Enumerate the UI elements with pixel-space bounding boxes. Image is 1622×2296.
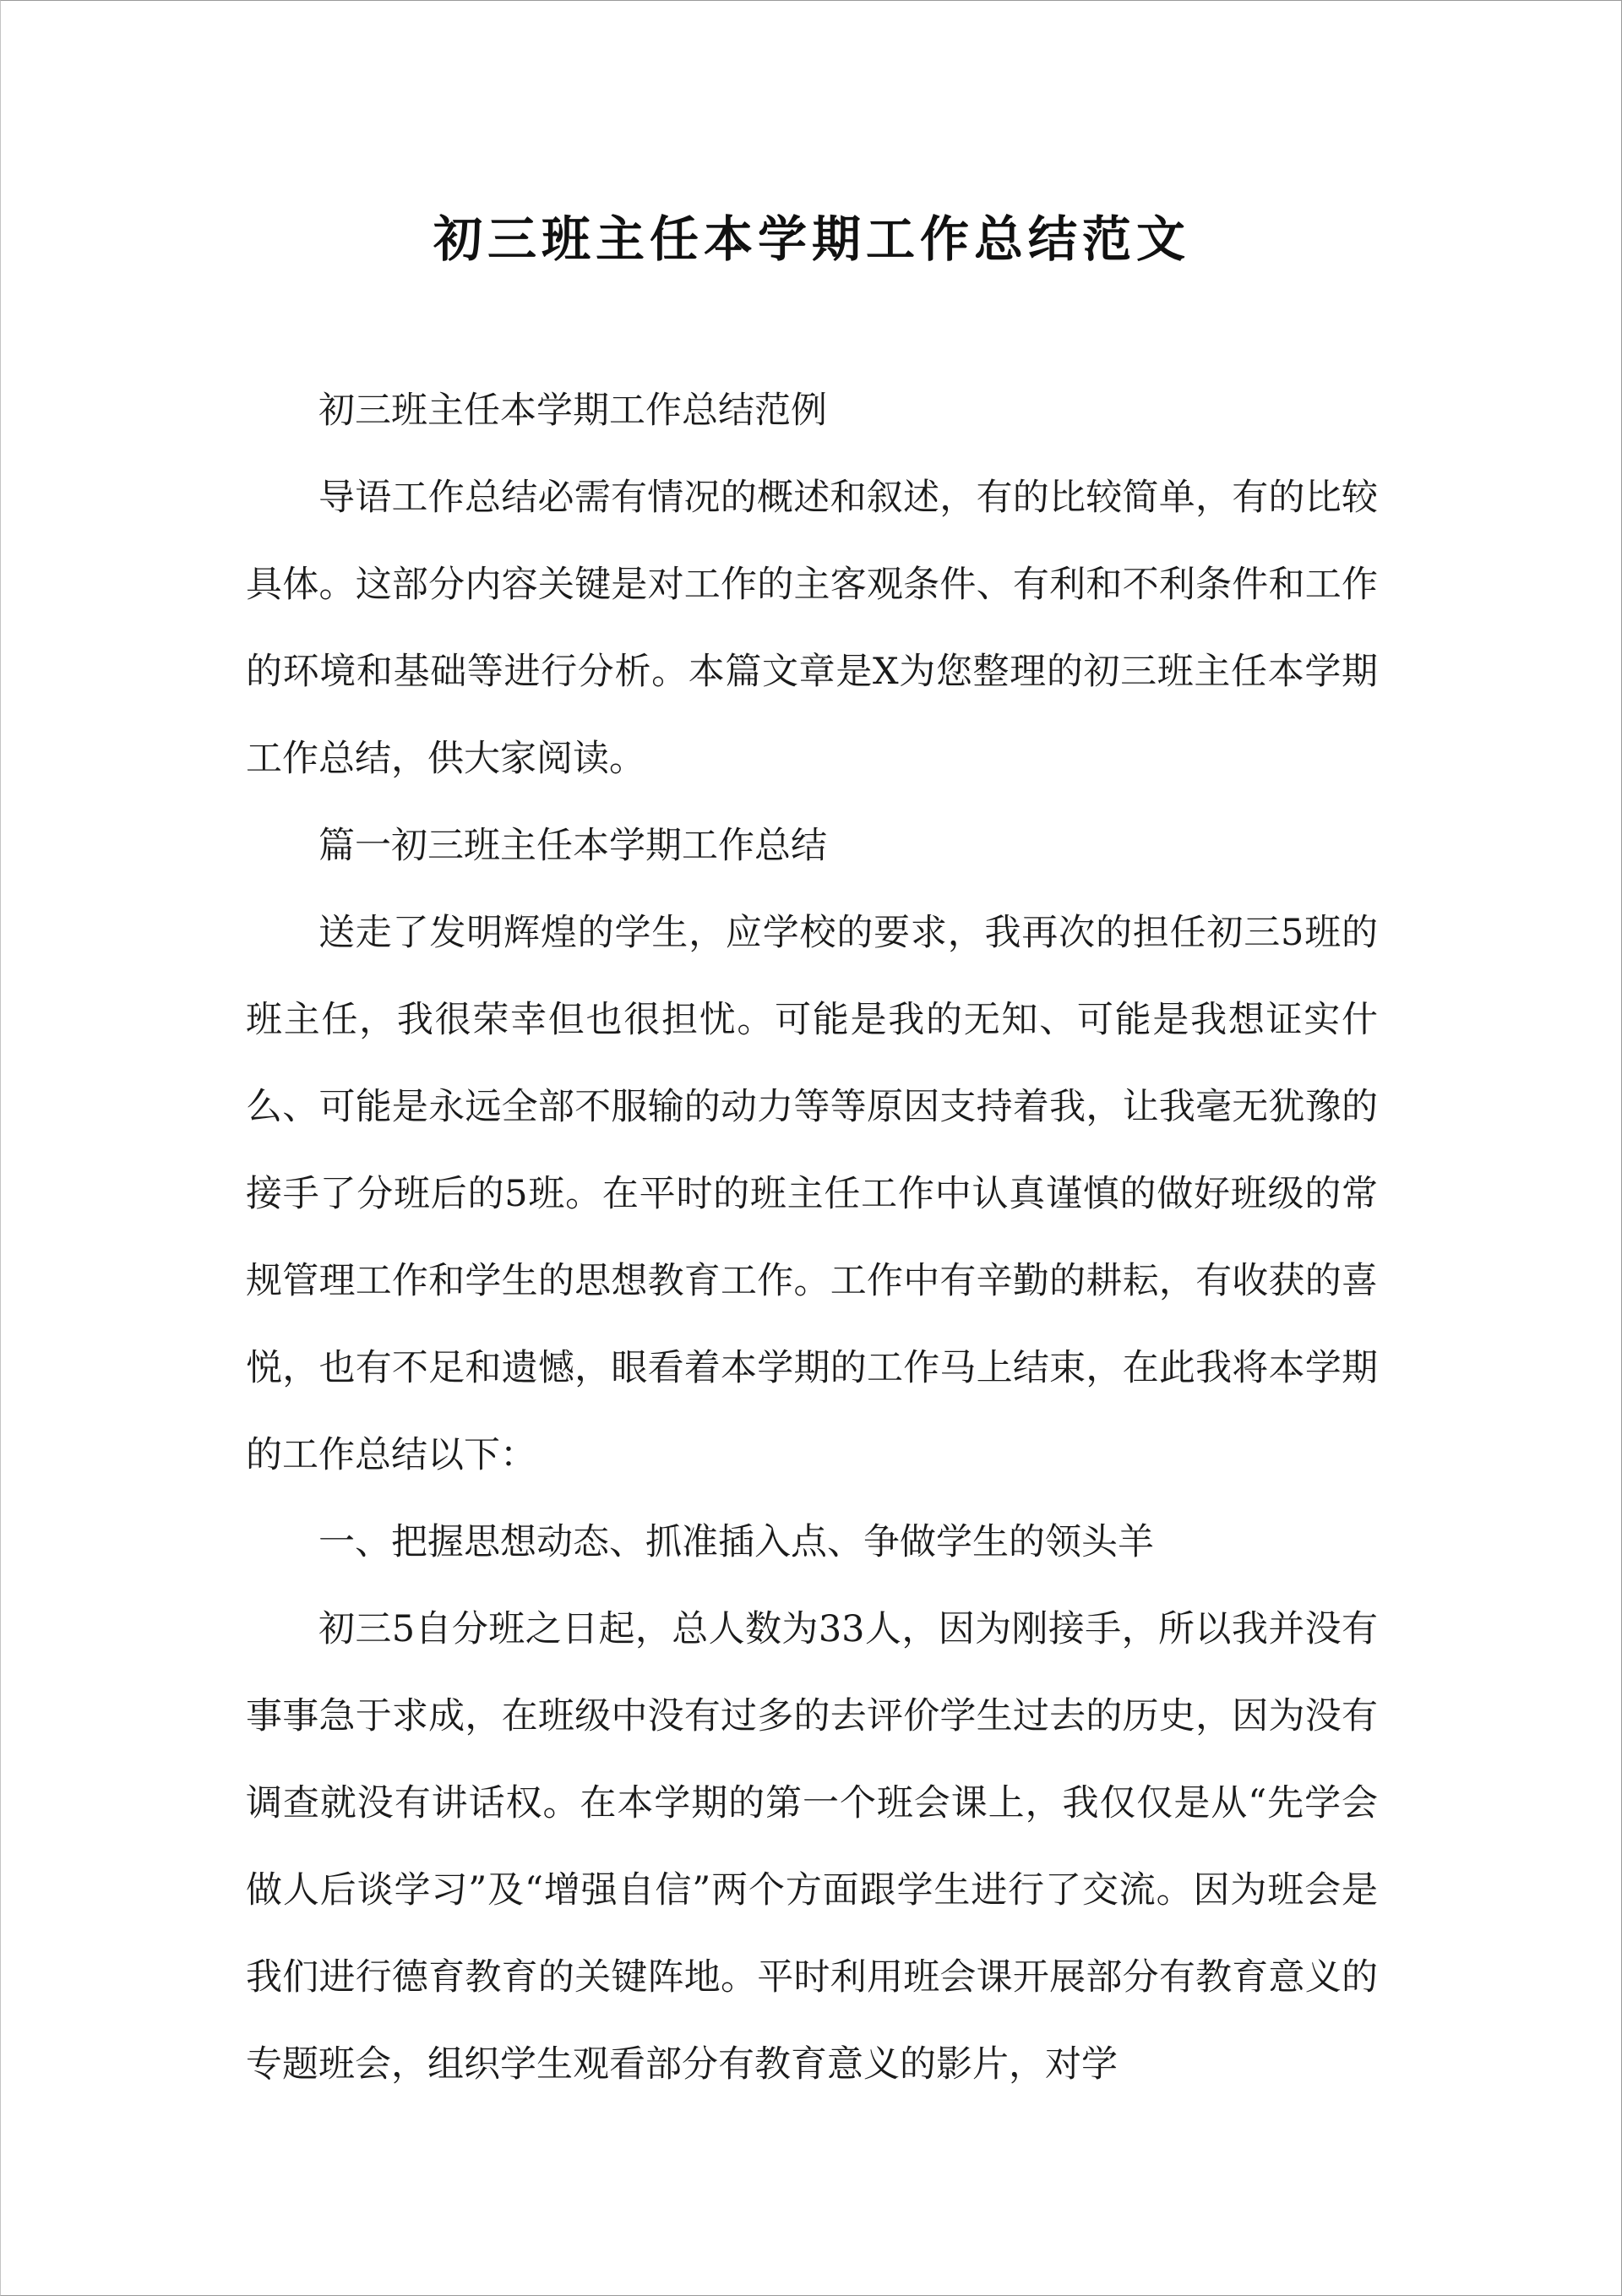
body-paragraph: 送走了发明辉煌的学生，应学校的要求，我再次的担任初三5班的班主任，我很荣幸但也很担忧。可能是我的无知、可能是我想证实什么、可能是永远全部不服输的动力等等原因支持着我，让我毫无犹豫的接手了分班后的5班。在平时的班主任工作中认真谨慎的做好班级的常规管理工作和学生的思想教育工作。工作中有辛勤的耕耘，有收获的喜悦，也有不足和遗憾，眼看着本学期的工作马上结束，在此我将本学期的工作总结以下： [246,912,1378,1476]
subtitle-paragraph: 初三班主任本学期工作总结范例 [318,390,827,432]
intro-paragraph: 导语工作总结必需有情况的概述和叙述，有的比较简单，有的比较具体。这部分内容关键是对工作的主客观条件、有利和不利条件和工作的环境和基础等进行分析。本篇文章是X为您整理的初三班主任本学期工作总结，供大家阅读。 [246,477,1378,780]
section-heading-point-one: 一、把握思想动态、抓准插入点、争做学生的领头羊 [318,1521,1154,1563]
document-body [246,368,1378,2108]
body-paragraph: 初三5自分班之日起，总人数为33人，因为刚接手，所以我并没有事事急于求成，在班级中没有过多的去评价学生过去的历史，因为没有调查就没有讲话权。在本学期的第一个班会课上，我仅仅是从“先学会做人后谈学习”及“增强自信”两个方面跟学生进行了交流。因为班会是我们进行德育教育的关键阵地。平时利用班会课开展部分有教育意义的专题班会，组织学生观看部分有教育意义的影片，对学 [246,1608,1378,2086]
section-heading-part-one: 篇一初三班主任本学期工作总结 [318,825,827,867]
document-title: 初三班主任本学期工作总结范文 [433,210,1190,268]
